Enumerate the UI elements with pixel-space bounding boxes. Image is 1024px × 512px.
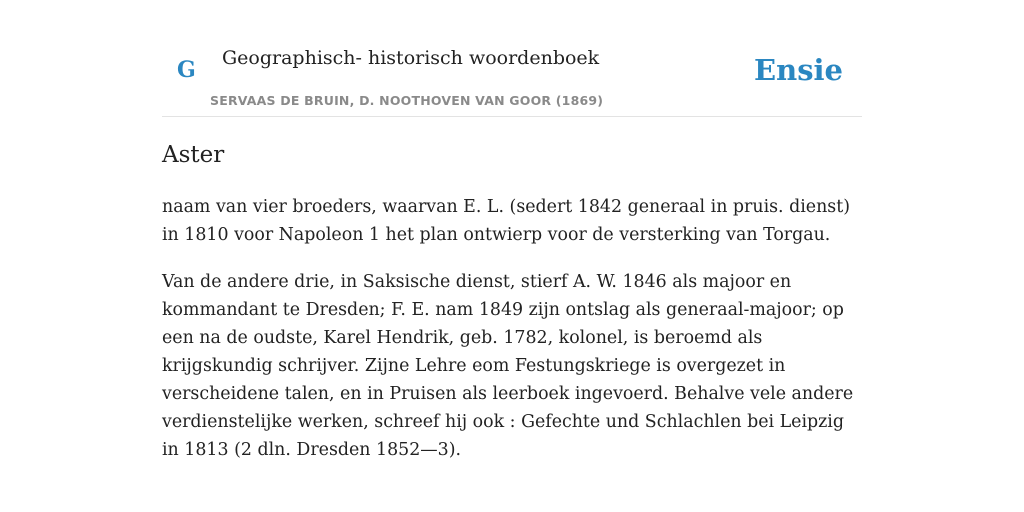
ensie-logo-link[interactable]: Ensie bbox=[754, 53, 843, 87]
entry-title: Aster bbox=[162, 142, 225, 168]
book-authors: SERVAAS DE BRUIN, D. NOOTHOVEN VAN GOOR (1869) bbox=[210, 93, 604, 108]
entry-paragraph: naam van vier broeders, waarvan E. L. (sedert 1842 generaal in pruis. dienst) in 1810 voor Napoleon 1 het plan ontwierp voor de versterking van Torgau. bbox=[162, 197, 850, 245]
book-letter-badge[interactable]: G bbox=[177, 57, 196, 83]
entry-content bbox=[162, 138, 862, 483]
book-title[interactable]: Geographisch- historisch woordenboek bbox=[222, 47, 600, 69]
header bbox=[162, 0, 862, 117]
entry-paragraph: Van de andere drie, in Saksische dienst, stierf A. W. 1846 als majoor en kommandant te Dresden; F. E. nam 1849 zijn ontslag als generaal-majoor; op een na de oudste, Karel Hendrik, geb. 1782, kolonel, is beroemd als krijgskundig schrijver. Zijne Lehre eom Festungskriege is overgezet in verscheidene talen, en in Pruisen als leerboek ingevoerd. Behalve vele andere verdienstelijke werken, schreef hij ook : Gefechte und Schlachlen bei Leipzig in 1813 (2 dln. Dresden 1852—3). bbox=[162, 272, 854, 460]
